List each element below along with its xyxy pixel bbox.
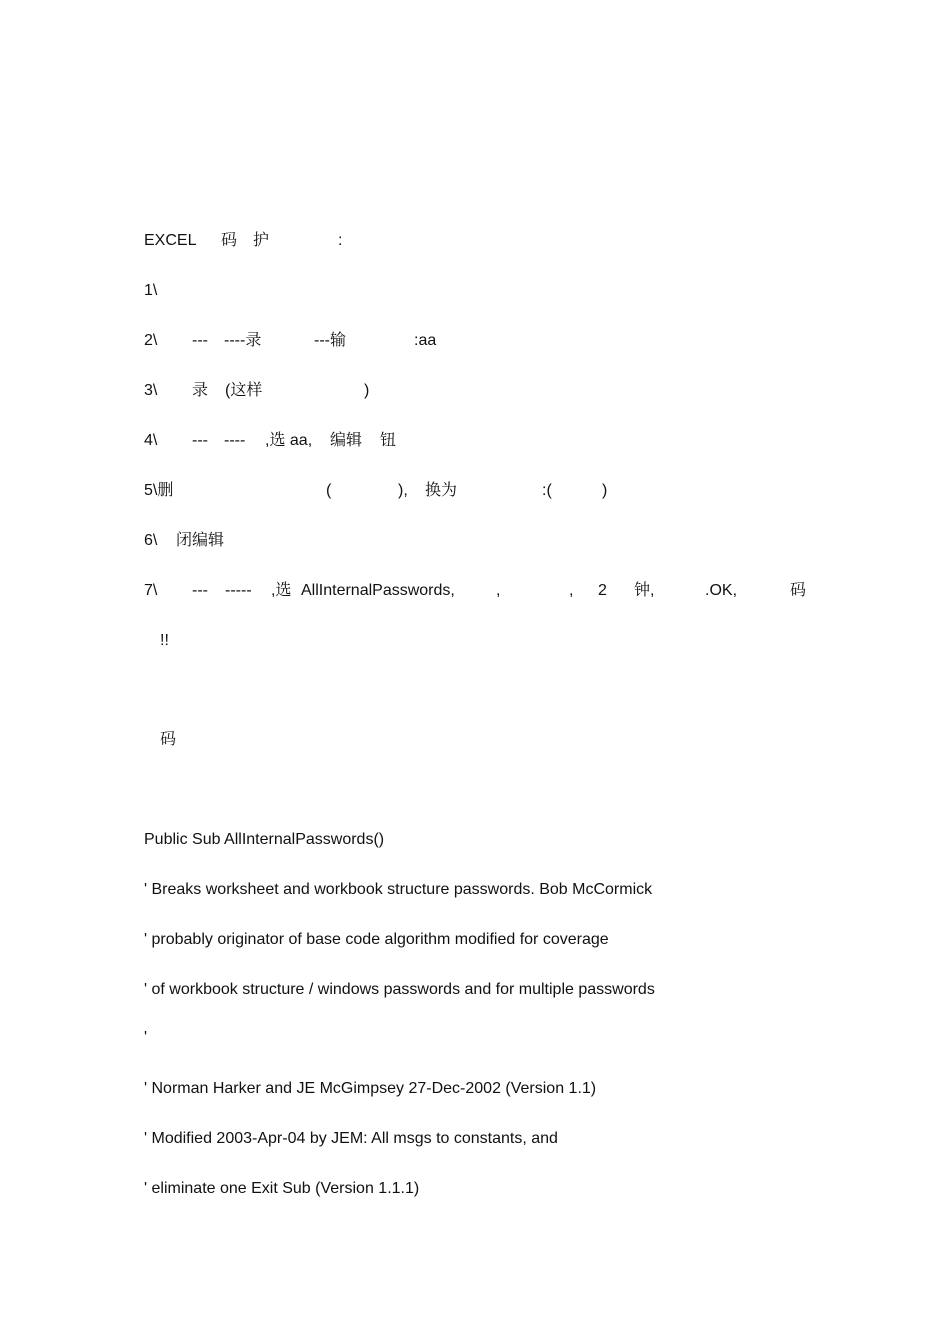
code-line: ' Breaks worksheet and workbook structure passwords. Bob McCormick <box>144 881 653 898</box>
code-line: ' eliminate one Exit Sub (Version 1.1.1) <box>144 1180 420 1197</box>
step-4-seg: 编辑 <box>330 432 363 449</box>
step-3-seg: ) <box>364 382 370 399</box>
doc-title <box>144 231 364 251</box>
step-4 <box>144 431 414 451</box>
title-excel: EXCEL <box>144 232 197 249</box>
step-7-seg: ----- <box>225 582 252 599</box>
step-4-seg: ---- <box>224 432 246 449</box>
code-line: ' probably originator of base code algorithm modified for coverage <box>144 931 609 948</box>
step-2-seg: :aa <box>414 332 437 349</box>
step-4-seg: ,选 aa, <box>265 432 313 449</box>
code-line: ' Norman Harker and JE McGimpsey 27-Dec-2002 (Version 1.1) <box>144 1080 597 1097</box>
step-7-seg: .OK, <box>705 582 738 599</box>
step-7-seg: 2 <box>598 582 607 599</box>
step-7-seg: , <box>496 582 501 599</box>
step-3-number: 3\ <box>144 382 158 399</box>
step-2 <box>144 331 464 351</box>
code-line: ' <box>144 1029 148 1046</box>
step-2-number: 2\ <box>144 332 158 349</box>
step-2-seg: ---输 <box>314 332 346 349</box>
step-6-number: 6\ <box>144 532 158 549</box>
code-heading: 码 <box>160 731 177 748</box>
step-7-seg: AllInternalPasswords, <box>301 582 455 599</box>
step-5-seg: :( <box>542 482 552 499</box>
step-7-seg: 码 <box>790 582 807 599</box>
step-4-seg: 钮 <box>380 432 397 449</box>
step-4-number: 4\ <box>144 432 158 449</box>
title-colon: : <box>338 232 343 249</box>
step-5-number: 5\删 <box>144 482 174 499</box>
step-3 <box>144 381 384 401</box>
step-2-seg: --- <box>192 332 208 349</box>
step-7-seg: , <box>569 582 574 599</box>
step-7-number: 7\ <box>144 582 158 599</box>
step-7-continuation: !! <box>160 632 169 649</box>
step-7-seg: --- <box>192 582 208 599</box>
step-2-seg: ----录 <box>224 332 262 349</box>
step-3-seg: 录 <box>192 382 209 399</box>
title-char-hu: 护 <box>253 232 270 249</box>
step-1-number: 1\ <box>144 282 158 299</box>
step-5-seg: ( <box>326 482 332 499</box>
step-7-seg: ,选 <box>271 582 292 599</box>
title-char-ma: 码 <box>221 232 238 249</box>
step-7-seg: 钟, <box>634 582 655 599</box>
step-3-seg: (这样 <box>225 382 263 399</box>
step-6-seg: 闭编辑 <box>176 532 225 549</box>
step-6 <box>144 531 264 551</box>
step-5-seg: 换为 <box>425 482 458 499</box>
step-5-seg: ) <box>602 482 608 499</box>
step-5-seg: ), <box>398 482 408 499</box>
step-1 <box>144 281 184 301</box>
code-line: ' of workbook structure / windows passwords and for multiple passwords <box>144 981 655 998</box>
step-4-seg: --- <box>192 432 208 449</box>
code-line: ' Modified 2003-Apr-04 by JEM: All msgs to constants, and <box>144 1130 558 1147</box>
step-7 <box>144 581 824 601</box>
code-line: Public Sub AllInternalPasswords() <box>144 831 385 848</box>
step-5 <box>144 481 624 501</box>
